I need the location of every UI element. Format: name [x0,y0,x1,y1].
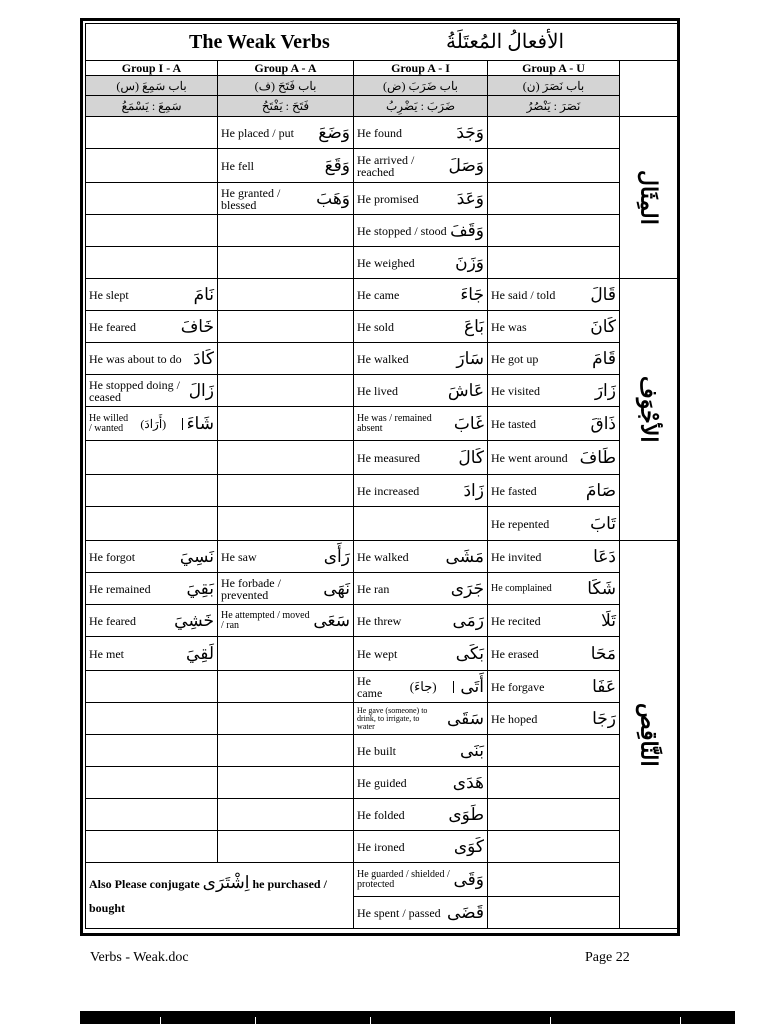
verb-arabic: عَاشَ [447,380,484,400]
verb-arabic: جَرَى [450,578,484,598]
verb-arabic: شَاءَ [182,418,214,430]
verb-arabic: عَفَا [592,676,616,696]
bab-label: باب فَتَحَ (ف) [218,76,354,96]
page-title: The Weak Verbs [189,31,330,53]
conjugation-note: Also Please conjugate اِشْتَرَى he purchased / bought [86,863,354,929]
table-row [86,149,678,183]
verb-meaning: He granted / blessed [221,185,281,212]
table-row [86,117,678,149]
verb-arabic: غَابَ [453,413,484,433]
verbs-table-frame [80,18,680,936]
verb-arabic: بَكَى [455,643,484,663]
verb-arabic: تَلَا [601,610,616,630]
bab-label: باب ضَرَبَ (ض) [354,76,488,96]
verb-meaning: He measured [357,450,420,465]
verb-meaning: He came [357,287,400,302]
verb-meaning: He stopped doing / ceased [89,377,180,404]
verb-meaning: He ironed [357,839,405,854]
verb-meaning: He recited [491,613,541,628]
verb-meaning: He was [491,319,527,334]
verb-meaning: He was about to do [89,351,182,366]
verb-arabic: رَأَى [323,546,350,566]
verb-arabic: نَامَ [193,284,214,304]
verb-arabic: بَقِيَ [186,578,214,598]
verb-arabic: طَافَ [579,447,616,467]
pattern-label: ضَرَبَ : يَضْرِبُ [354,96,488,117]
verb-arabic: قَامَ [592,348,616,368]
verb-arabic: وَجَدَ [456,122,484,142]
verb-meaning: He said / told [491,287,556,302]
verb-meaning: He complained [491,582,552,594]
pattern-label: سَمِعَ : يَسْمَعُ [86,96,218,117]
verb-arabic: وَضَعَ [318,122,350,142]
verb-arabic: زَالَ [188,380,214,400]
verb-arabic: وَقَى [453,869,484,889]
group-header: Group I - A [86,61,218,76]
verb-meaning: He threw [357,613,402,628]
verb-meaning: He attempted / moved / ran [221,609,310,631]
table-row [86,671,678,703]
verb-meaning: He visited [491,383,540,398]
verb-meaning: He folded [357,807,405,822]
verb-meaning: He found [357,125,402,140]
footer-filename: Verbs - Weak.doc [90,950,189,965]
table-row [86,863,678,897]
verb-arabic: زَادَ [463,480,484,500]
verb-meaning: He went around [491,450,568,465]
verb-meaning: He forbade / prevented [221,575,281,602]
group-header: Group A - A [218,61,354,76]
title-cell [86,24,678,61]
verb-meaning: He weighed [357,255,415,270]
verb-meaning: He spent / passed [357,905,441,920]
next-page-table-edge [80,1011,735,1024]
verb-arabic: شَكَا [587,578,616,598]
verb-arabic: مَشَى [445,546,484,566]
verb-arabic: رَمَى [452,610,484,630]
verb-arabic: خَشِيَ [174,610,214,630]
verb-arabic: وَقَعَ [324,155,350,175]
verb-meaning: He guarded / shielded / protected [357,868,450,890]
verb-arabic: وَقَفَ [450,220,484,240]
verb-meaning: He placed / put [221,125,294,140]
verb-synonym: (جاءَ) [409,678,437,694]
table-row [86,507,678,541]
verb-arabic: نَهَى [323,578,350,598]
table-row [86,407,678,441]
footer-page-number: Page 22 [585,950,630,965]
table-row [86,247,678,279]
verb-arabic: وَعَدَ [456,188,484,208]
section-label-ajwaf: الأجْوَف [620,279,678,541]
verb-arabic: تَابَ [590,513,616,533]
verb-meaning: He remained [89,581,151,596]
table-row [86,541,678,573]
verb-arabic: سَارَ [456,348,484,368]
verb-meaning: He fasted [491,483,537,498]
verb-meaning: He forgot [89,549,136,564]
verb-arabic: سَعَى [313,610,350,630]
verb-arabic: نَسِيَ [179,546,214,566]
verb-arabic: خَافَ [180,316,214,336]
verb-arabic: جَاءَ [460,284,484,304]
verb-arabic: سَقَى [446,708,484,728]
verb-arabic: كَوَى [453,836,484,856]
header-corner [620,61,678,117]
table-row [86,573,678,605]
verb-arabic: صَامَ [585,480,616,500]
note-verb-arabic: اِشْتَرَى [202,873,250,892]
verb-arabic: قَالَ [590,284,616,304]
verb-meaning: He promised [357,191,419,206]
section-label-mithal: المِثَال [620,117,678,279]
table-row [86,311,678,343]
verb-meaning: He forgave [491,679,545,694]
verb-meaning: He fell [221,158,254,173]
verb-meaning: He arrived / reached [357,152,415,179]
table-row [86,215,678,247]
table-row [86,375,678,407]
table-row [86,605,678,637]
verb-arabic: هَدَى [452,772,484,792]
table-row [86,475,678,507]
verb-arabic: رَجَا [592,708,616,728]
table-row [86,279,678,311]
verb-meaning: He slept [89,287,129,302]
verb-meaning: He built [357,743,396,758]
verb-arabic: دَعَا [593,546,616,566]
verb-arabic: كَالَ [458,447,484,467]
verb-meaning: He lived [357,383,398,398]
verb-meaning: He feared [89,613,136,628]
verb-arabic: وَصَلَ [448,155,484,175]
group-header: Group A - U [488,61,620,76]
verb-meaning: He willed / wanted [89,412,129,434]
verb-arabic: لَقِيَ [186,643,214,663]
verb-arabic: كَانَ [590,316,616,336]
verb-meaning: He stopped / stood [357,223,447,238]
table-row [86,441,678,475]
verb-meaning: He was / remained absent [357,412,432,434]
verb-meaning: He repented [491,516,550,531]
table-row [86,637,678,671]
verb-meaning: He guided [357,775,407,790]
verb-meaning: He hoped [491,711,538,726]
verb-meaning: He invited [491,549,542,564]
pattern-label: فَتَحَ : يَفْتَحُ [218,96,354,117]
table-row [86,703,678,735]
verb-meaning: He saw [221,549,257,564]
verb-arabic: وَزَنَ [455,252,484,272]
verb-meaning: He got up [491,351,539,366]
table-row [86,799,678,831]
verb-arabic: مَحَا [590,643,616,663]
verb-arabic: قَضَى [446,902,484,922]
verb-meaning: He erased [491,646,539,661]
verb-arabic: ذَاقَ [590,413,616,433]
verb-meaning: He sold [357,319,394,334]
verb-arabic: زَارَ [594,380,616,400]
group-header: Group A - I [354,61,488,76]
table-row [86,183,678,215]
verb-meaning: He came [357,673,383,700]
pattern-label: نَصَرَ : يَنْصُرُ [488,96,620,117]
bab-label: باب سَمِعَ (س) [86,76,218,96]
verb-meaning: He increased [357,483,420,498]
verb-meaning: He feared [89,319,136,334]
weak-verbs-table [85,23,678,929]
verb-arabic: أَتَى [453,681,484,693]
verb-meaning: He wept [357,646,398,661]
section-label-naqis: النَّاقِص [620,541,678,929]
table-row [86,343,678,375]
verb-meaning: He walked [357,351,409,366]
verb-meaning: He ran [357,581,390,596]
page-title-arabic: الأفعالُ المُعتَلَةُ [446,31,565,53]
verb-meaning: He tasted [491,416,536,431]
verb-synonym: (أَرَادَ) [140,416,167,431]
bab-label: باب نَصَرَ (ن) [488,76,620,96]
verb-meaning: He met [89,646,124,661]
verb-meaning: He walked [357,549,409,564]
table-row [86,831,678,863]
verb-arabic: بَاعَ [463,316,484,336]
verb-arabic: بَنَى [459,740,484,760]
table-row [86,767,678,799]
verb-arabic: كَادَ [193,348,214,368]
verb-arabic: وَهَبَ [316,188,350,208]
verb-meaning: He gave (someone) to drink, to irrigate, to water [357,705,428,731]
table-row [86,735,678,767]
verb-arabic: طَوَى [448,804,484,824]
